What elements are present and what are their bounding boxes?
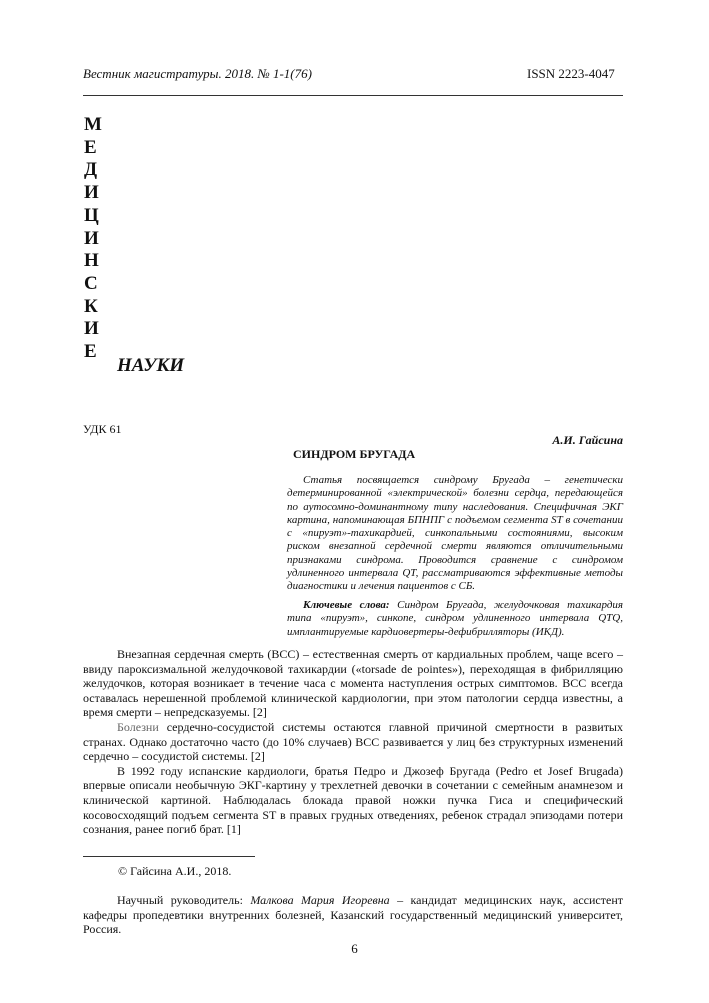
body-paragraph: [83, 720, 623, 764]
advisor-details: – кандидат медицинских наук, ассистент кафедры пропедевтики внутренних болезней, Казанский государственный медицинский университет, Россия.: [83, 893, 623, 937]
section-letter: И: [84, 318, 99, 340]
article-body: [83, 647, 623, 837]
section-letter: Д: [84, 159, 98, 181]
article-abstract: Статья посвящается синдрому Бругада – генетически детерминированной «электрической» болезни сердца, передающейся по аутосомно-доминантному типу наследования. Специфичная ЭКГ картина, напоминающая БПНПГ с подъемом сегмента ST в сочетании с «пируэт»-тахикардией, синкопальными состояниями, высоким риском внезапной сердечной смерти являются отличительными признаками синдрома. Проводится сравнение с синдромом удлиненного интервала QT, рассматриваются эффективные методы диагностики и лечения пациентов с СБ.: [287, 474, 623, 593]
section-letter: Н: [84, 250, 99, 272]
section-letter: М: [84, 114, 102, 135]
section-letter: Е: [84, 136, 97, 158]
article-keywords: [287, 599, 623, 639]
udk-code: УДК 61: [83, 422, 122, 436]
body-paragraph: Внезапная сердечная смерть (ВСС) – естественная смерть от кардиальных проблем, чаще всего – ввиду пароксизмальной желудочковой тахикардии («torsade de pointes»), переходящая в фибрилляцию желудочков, которая возникает в течение часа с момента наступления острых симптомов. ВСС всегда оставалась нерешенной проблемой клинической кардиологии, при этом патологии сердца известны, а время смерти – непредсказуемы. [2]: [83, 647, 623, 720]
advisor-note: [83, 893, 623, 937]
section-letter: Ц: [84, 204, 99, 226]
issn-header: ISSN 2223-4047: [527, 66, 615, 81]
article-author: А.И. Гайсина: [552, 433, 623, 447]
section-letter: И: [84, 182, 99, 204]
paragraph-first-word: Болезни: [117, 719, 159, 734]
body-paragraph: В 1992 году испанские кардиологи, братья Педро и Джозеф Бругада (Pedro et Josef Brugada) впервые описали необычную ЭКГ-картину у трехлетней девочки в сочетании с семейным анамнезом и клинической картиной. Наблюдалась блокада правой ножки пучка Гиса и специфический косовосходящий подъем сегмента ST в правых грудных отведениях, ребенок страдал эпизодами потери сознания, ранее погиб брат. [1]: [83, 763, 623, 837]
copyright-note: © Гайсина А.И., 2018.: [118, 864, 232, 878]
advisor-prefix: Научный руководитель:: [117, 893, 251, 907]
article-title: СИНДРОМ БРУГАДА: [293, 447, 416, 461]
section-letter: С: [84, 272, 98, 294]
section-letter: И: [84, 227, 99, 249]
footnote-divider: [83, 856, 255, 857]
page-number: 6: [351, 941, 358, 956]
paragraph-text: сердечно-сосудистой системы остаются главной причиной смертности в развитых странах. Однако достаточно часто (до 10% случаев) ВСС развивается у лиц без структурных изменений сердечно – сосудистой системы. [2]: [83, 719, 623, 764]
section-vertical-word: [84, 114, 102, 364]
advisor-name: Малкова Мария Игоревна: [250, 893, 390, 907]
header-divider: [83, 95, 623, 96]
keywords-label: Ключевые слова:: [303, 599, 390, 611]
journal-header: Вестник магистратуры. 2018. № 1-1(76): [83, 66, 312, 81]
section-letter: К: [84, 295, 98, 317]
section-second-word: НАУКИ: [117, 355, 185, 376]
keywords-text: Синдром Бругада, желудочковая тахикардия типа «пируэт», синкопе, синдром удлиненного интервала QTQ, имплантируемые кардиовертеры-дефибрилляторы (ИКД).: [287, 599, 624, 638]
section-letter: Е: [84, 341, 97, 363]
